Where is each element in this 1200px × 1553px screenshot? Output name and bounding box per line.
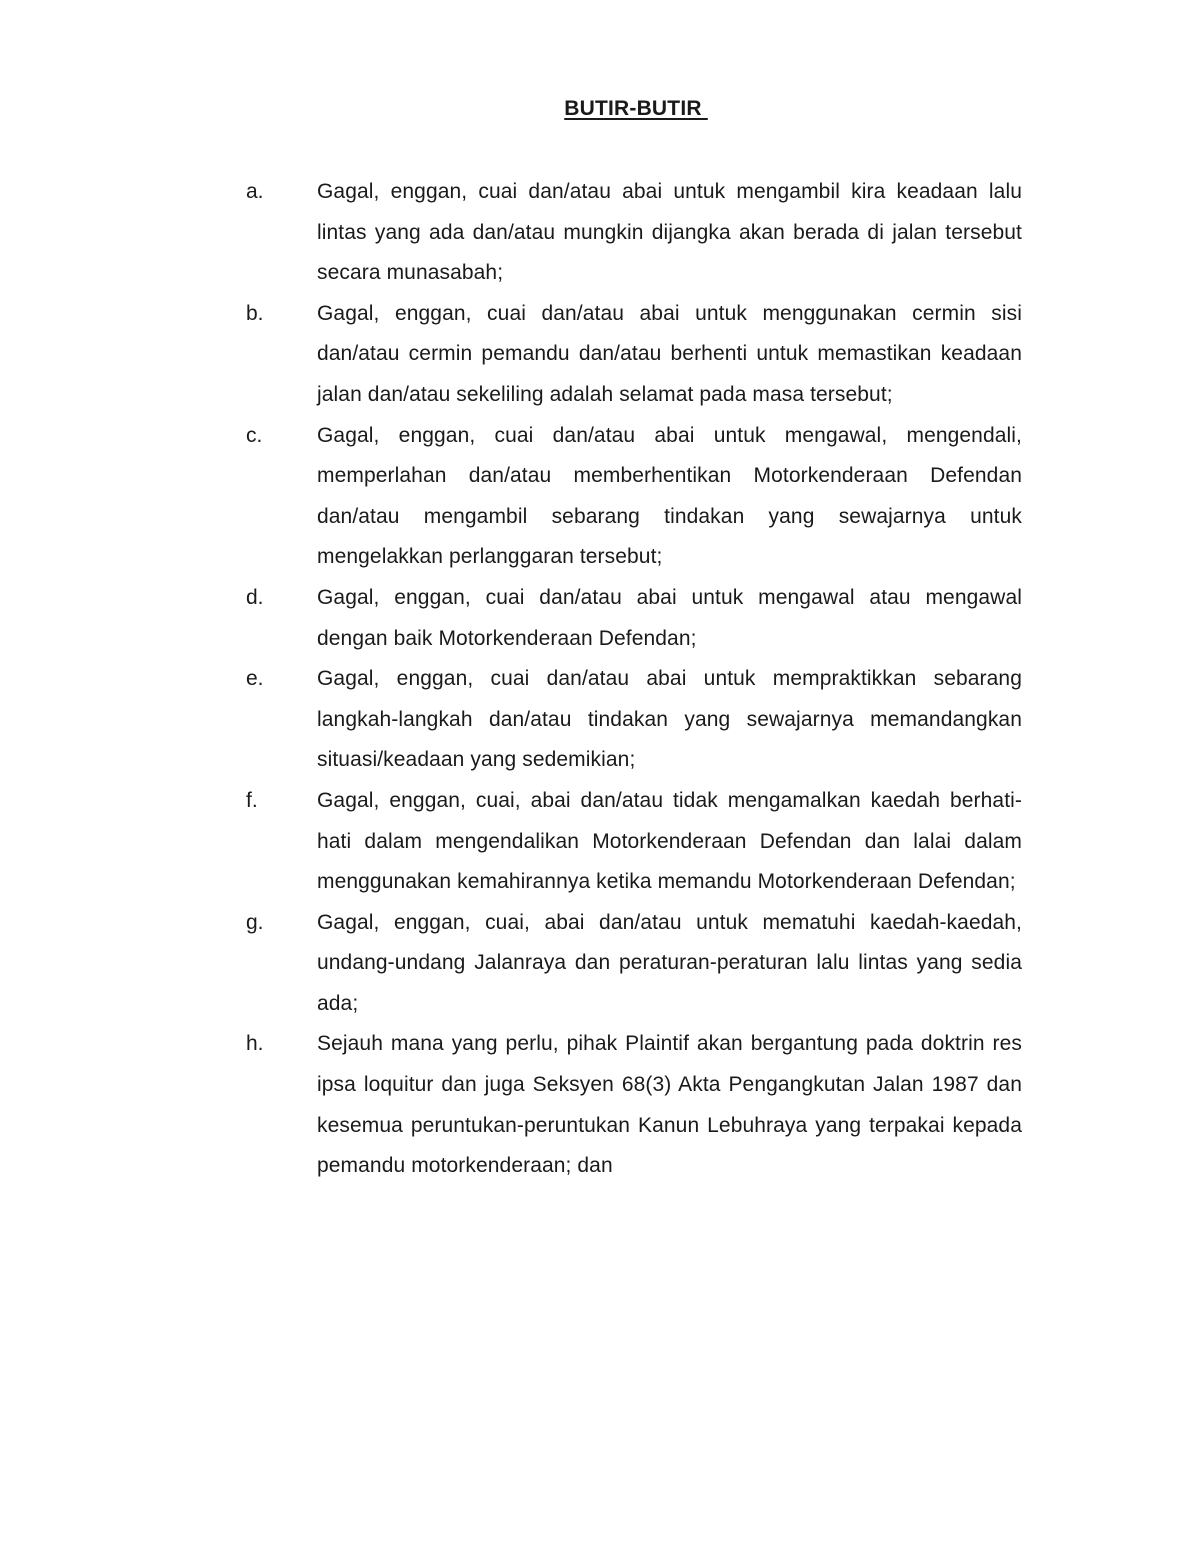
list-item-e (246, 659, 1022, 781)
list-item-h (246, 1024, 1022, 1186)
item-letter: f. (246, 788, 258, 812)
item-letter: e. (246, 667, 264, 691)
particulars-list (246, 172, 1022, 1187)
item-letter: c. (246, 423, 263, 447)
document-title: BUTIR-BUTIR (564, 97, 708, 120)
list-item-b (246, 294, 1022, 416)
item-text: Gagal, enggan, cuai, abai dan/atau tidak mengamalkan kaedah berhati-hati dalam mengendalikan Motorkenderaan Defendan dan lalai dalam menggunakan kemahirannya ketika memandu Motorkenderaan Defendan; (317, 788, 1022, 894)
list-item-c (246, 416, 1022, 578)
item-text: Gagal, enggan, cuai dan/atau abai untuk mengawal, mengendali, memperlahan dan/atau memberhentikan Motorkenderaan Defendan dan/atau mengambil sebarang tindakan yang sewajarnya untuk mengelakkan perlanggaran tersebut; (317, 423, 1022, 569)
item-letter: g. (246, 910, 264, 934)
item-text: Gagal, enggan, cuai, abai dan/atau untuk mematuhi kaedah-kaedah, undang-undang Jalanraya dan peraturan-peraturan lalu lintas yang sedia ada; (317, 910, 1022, 1015)
item-text: Gagal, enggan, cuai dan/atau abai untuk mengambil kira keadaan lalu lintas yang ada dan/atau mungkin dijangka akan berada di jalan tersebut secara munasabah; (317, 180, 1022, 285)
item-text: Gagal, enggan, cuai dan/atau abai untuk mengawal atau mengawal dengan baik Motorkenderaan Defendan; (317, 585, 1022, 650)
item-text: Gagal, enggan, cuai dan/atau abai untuk menggunakan cermin sisi dan/atau cermin pemandu dan/atau berhenti untuk memastikan keadaan jalan dan/atau sekeliling adalah selamat pada masa tersebut; (317, 301, 1022, 406)
list-item-f (246, 781, 1022, 903)
list-item-g (246, 903, 1022, 1025)
item-text: Gagal, enggan, cuai dan/atau abai untuk mempraktikkan sebarang langkah-langkah dan/atau tindakan yang sewajarnya memandangkan situasi/keadaan yang sedemikian; (317, 667, 1022, 772)
item-letter: d. (246, 585, 264, 609)
list-item-a (246, 172, 1022, 294)
item-letter: h. (246, 1032, 264, 1056)
list-item-d (246, 578, 1022, 659)
item-letter: b. (246, 301, 264, 325)
item-letter: a. (246, 180, 264, 203)
item-text: Sejauh mana yang perlu, pihak Plaintif akan bergantung pada doktrin res ipsa loquitur dan juga Seksyen 68(3) Akta Pengangkutan Jalan 1987 dan kesemua peruntukan-peruntukan Kanun Lebuhraya yang terpakai kepada pemandu motorkenderaan; dan (317, 1032, 1022, 1178)
